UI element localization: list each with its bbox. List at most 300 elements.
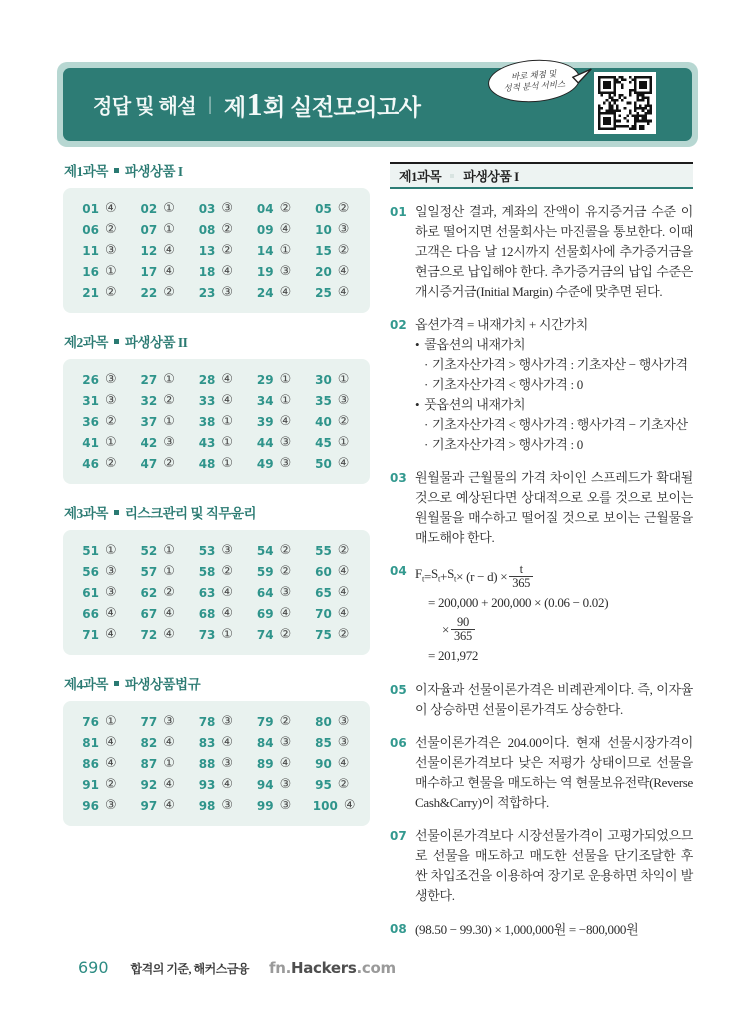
sub-bullet-line	[415, 355, 693, 375]
answer-cell	[129, 391, 187, 410]
answer-number: 63	[198, 585, 216, 600]
bubble-line-2: 성적 분석 서비스	[503, 78, 566, 94]
answer-number: 43	[198, 435, 216, 450]
answer-choice: ②	[337, 414, 350, 429]
answer-choice: ④	[163, 627, 175, 642]
answer-choice: ②	[105, 456, 117, 471]
answer-choice: ②	[105, 414, 117, 429]
answer-cell	[246, 370, 304, 389]
bullet-text: 콜옵션의 내재가치	[424, 337, 526, 352]
answer-cell	[246, 754, 304, 773]
answer-number: 02	[140, 201, 158, 216]
page-title	[63, 85, 421, 122]
answer-cell	[71, 262, 129, 281]
answer-number: 65	[315, 585, 332, 600]
answer-cell	[304, 583, 362, 602]
answer-choice: ③	[337, 222, 350, 237]
explanation-column	[390, 162, 693, 941]
answer-cell	[71, 370, 129, 389]
answer-number: 41	[82, 435, 99, 450]
answer-choice: ①	[163, 372, 175, 387]
answer-cell	[187, 262, 245, 281]
answer-number: 25	[315, 285, 332, 300]
answer-choice: ④	[163, 606, 175, 621]
answer-choice: ①	[105, 714, 117, 729]
answer-cell	[304, 391, 362, 410]
paragraph-line: 선물이론가격보다 시장선물가격이 고평가되었으므로 선물을 매도하고 매도한 선물을 단기조달한 후 싼 차입조건을 이용하여 장기로 운용하면 차익이 발생한다.	[415, 828, 693, 903]
answer-choice: ③	[221, 714, 234, 729]
answer-section-title	[64, 673, 370, 693]
fraction-denominator: 365	[451, 629, 475, 643]
header-banner-inner	[63, 68, 692, 141]
answer-cell	[129, 562, 187, 581]
answer-number: 18	[198, 264, 216, 279]
formula-text: = 200,000 + 200,000 × (0.06 − 0.02)	[428, 595, 609, 610]
answer-choice: ④	[337, 285, 350, 300]
answer-cell	[246, 604, 304, 623]
answer-number: 93	[198, 777, 216, 792]
answer-grid	[63, 188, 370, 313]
answer-cell	[304, 454, 362, 473]
answer-number: 16	[82, 264, 99, 279]
answer-cell	[304, 370, 362, 389]
answer-cell	[129, 220, 187, 239]
answer-number: 60	[315, 564, 332, 579]
answer-section-name: 리스크관리 및 직무윤리	[124, 506, 257, 521]
answer-cell	[246, 562, 304, 581]
answer-cell	[71, 604, 129, 623]
answer-cell	[71, 712, 129, 731]
answer-cell	[71, 562, 129, 581]
answer-choice: ④	[221, 264, 234, 279]
answer-cell	[246, 454, 304, 473]
answer-cell	[304, 199, 362, 218]
answer-number: 90	[315, 756, 332, 771]
answer-number: 34	[256, 393, 274, 408]
answer-choice: ①	[279, 243, 292, 258]
answer-cell	[187, 454, 245, 473]
answer-number: 82	[140, 735, 158, 750]
answer-cell	[129, 199, 187, 218]
answer-cell	[246, 283, 304, 302]
bubble-tail-icon	[571, 66, 594, 85]
answer-number: 05	[315, 201, 332, 216]
answer-choice: ④	[343, 798, 356, 813]
answer-choice: ②	[105, 222, 117, 237]
answer-number: 66	[82, 606, 99, 621]
answer-column	[63, 160, 370, 844]
answer-number: 84	[256, 735, 274, 750]
answer-cell	[304, 733, 362, 752]
answer-choice: ①	[337, 372, 350, 387]
answer-number: 11	[82, 243, 99, 258]
formula-text: ×	[442, 621, 450, 637]
answer-number: 20	[315, 264, 332, 279]
answer-number: 98	[198, 798, 216, 813]
answer-choice: ③	[163, 714, 175, 729]
answer-choice: ②	[279, 627, 292, 642]
answer-choice: ②	[279, 564, 292, 579]
answer-cell	[129, 454, 187, 473]
answer-choice: ①	[163, 414, 175, 429]
formula-line	[415, 614, 693, 645]
answer-cell	[187, 562, 245, 581]
answer-choice: ②	[221, 564, 234, 579]
answer-choice: ③	[105, 564, 117, 579]
answer-choice: ②	[163, 285, 175, 300]
fraction	[509, 563, 533, 590]
answer-choice: ④	[337, 606, 350, 621]
answer-cell	[187, 199, 245, 218]
answer-cell	[246, 241, 304, 260]
answer-number: 56	[82, 564, 99, 579]
answer-cell	[71, 454, 129, 473]
answer-choice: ④	[163, 264, 175, 279]
answer-cell	[71, 733, 129, 752]
answer-number: 08	[198, 222, 216, 237]
answer-choice: ①	[163, 564, 175, 579]
variable-subscript: $F_t$	[415, 566, 424, 584]
answer-number: 15	[315, 243, 332, 258]
answer-cell	[187, 391, 245, 410]
answer-cell	[129, 583, 187, 602]
answer-choice: ④	[163, 735, 175, 750]
answer-number: 30	[315, 372, 332, 387]
answer-number: 01	[82, 201, 99, 216]
answer-cell	[304, 775, 362, 794]
formula-line	[415, 919, 693, 941]
answer-choice: ④	[163, 243, 175, 258]
answer-choice: ④	[163, 777, 175, 792]
answer-cell	[187, 412, 245, 431]
question-number: 02	[390, 318, 407, 332]
answer-choice: ④	[337, 456, 350, 471]
answer-number: 46	[82, 456, 99, 471]
answer-choice: ④	[337, 585, 350, 600]
answer-number: 53	[198, 543, 216, 558]
answer-number: 69	[256, 606, 274, 621]
answer-cell	[246, 262, 304, 281]
answer-choice: ④	[221, 777, 234, 792]
answer-number: 100	[312, 798, 338, 813]
formula-text: (98.50 − 99.30) × 1,000,000원 = −800,000원	[415, 922, 639, 937]
answer-number: 51	[82, 543, 99, 558]
answer-number: 92	[140, 777, 158, 792]
answer-cell	[246, 391, 304, 410]
answer-number: 35	[315, 393, 332, 408]
answer-choice: ③	[337, 735, 350, 750]
answer-choice: ③	[221, 798, 234, 813]
answer-cell	[71, 412, 129, 431]
answer-choice: ③	[337, 393, 350, 408]
answer-cell	[187, 583, 245, 602]
answer-choice: ④	[221, 585, 234, 600]
answer-choice: ②	[279, 714, 292, 729]
answer-number: 75	[315, 627, 332, 642]
fraction-numerator: 90	[457, 615, 469, 629]
title-bullet-icon	[114, 681, 119, 686]
sub-bullet-text: 기초자산가격 > 행사가격 : 기초자산 − 행사가격	[432, 357, 688, 372]
answer-choice: ④	[279, 606, 292, 621]
question-number: 08	[390, 922, 407, 936]
answer-cell	[187, 796, 245, 815]
answer-choice: ③	[279, 585, 292, 600]
bullet-line	[415, 395, 693, 415]
answer-cell	[304, 283, 362, 302]
answer-number: 13	[198, 243, 216, 258]
bullet-dot-icon: •	[415, 337, 420, 352]
answer-choice: ①	[105, 435, 117, 450]
answer-cell	[71, 220, 129, 239]
answer-cell	[129, 775, 187, 794]
answer-choice: ③	[105, 585, 117, 600]
answer-cell	[129, 412, 187, 431]
middle-dot-icon: ·	[424, 377, 429, 392]
answer-section-title	[64, 160, 370, 180]
paragraph-line: 이자율과 선물이론가격은 비례관계이다. 즉, 이자율이 상승하면 선물이론가격도 상승한다.	[415, 682, 693, 717]
answer-choice: ①	[105, 264, 117, 279]
answer-cell	[304, 412, 362, 431]
answer-choice: ④	[163, 798, 175, 813]
answer-grid	[63, 530, 370, 655]
answer-number: 91	[82, 777, 99, 792]
bullet-text: 풋옵션의 내재가치	[424, 397, 526, 412]
answer-choice: ④	[105, 627, 117, 642]
answer-cell	[187, 220, 245, 239]
answer-section-subject: 제3과목	[64, 506, 108, 521]
answer-choice: ①	[221, 627, 234, 642]
answer-number: 49	[256, 456, 274, 471]
formula-line	[415, 645, 693, 667]
answer-number: 54	[256, 543, 274, 558]
answer-number: 70	[315, 606, 332, 621]
answer-choice: ③	[279, 264, 292, 279]
answer-number: 97	[140, 798, 158, 813]
answer-number: 22	[140, 285, 158, 300]
middle-dot-icon: ·	[424, 357, 429, 372]
answer-choice: ③	[221, 756, 234, 771]
explanation-item	[390, 561, 693, 667]
question-number: 03	[390, 471, 407, 485]
answer-cell	[246, 412, 304, 431]
paragraph-line: 원월물과 근월물의 가격 차이인 스프레드가 확대될 것으로 예상된다면 상대적으로 오를 것으로 보이는 원월물을 매수하고 떨어질 것으로 보이는 근월물을 매도해야 한다.	[415, 470, 693, 545]
answer-cell	[129, 604, 187, 623]
answer-number: 74	[256, 627, 274, 642]
answer-choice: ①	[221, 435, 234, 450]
question-body	[415, 561, 693, 667]
answer-number: 21	[82, 285, 99, 300]
answer-number: 58	[198, 564, 216, 579]
answer-cell	[129, 433, 187, 452]
answer-number: 67	[140, 606, 158, 621]
answer-cell	[304, 796, 362, 815]
answer-cell	[129, 625, 187, 644]
answer-choice: ④	[105, 606, 117, 621]
answer-number: 64	[256, 585, 274, 600]
answer-number: 79	[256, 714, 274, 729]
fraction-denominator: 365	[509, 576, 533, 590]
question-number: 04	[390, 564, 407, 578]
answer-cell	[71, 283, 129, 302]
answer-number: 24	[256, 285, 274, 300]
answer-cell	[129, 283, 187, 302]
answer-cell	[187, 370, 245, 389]
answer-cell	[129, 712, 187, 731]
answer-choice: ④	[279, 414, 292, 429]
answer-section-title	[64, 331, 370, 351]
answer-choice: ②	[337, 543, 350, 558]
answer-cell	[129, 796, 187, 815]
paragraph-line: 선물이론가격은 204.00이다. 현재 선물시장가격이 선물이론가격보다 낮은 저평가 상태이므로 선물을 매수하고 현물을 매도하는 역 현물보유전략(Reverse Cash&Carry)이 적합하다.	[415, 735, 693, 810]
variable-subscript: $S_t$	[447, 566, 457, 584]
answer-number: 12	[140, 243, 158, 258]
answer-choice: ①	[221, 414, 234, 429]
sub-bullet-text: 기초자산가격 < 행사가격 : 0	[432, 377, 583, 392]
answer-number: 27	[140, 372, 158, 387]
page-number: 690	[78, 958, 109, 977]
answer-choice: ④	[105, 201, 117, 216]
answer-choice: ④	[221, 735, 234, 750]
answer-number: 06	[82, 222, 99, 237]
answer-grid	[63, 359, 370, 484]
formula-line	[415, 592, 693, 614]
answer-number: 86	[82, 756, 99, 771]
answer-choice: ③	[163, 435, 175, 450]
answer-choice: ②	[221, 243, 234, 258]
answer-number: 55	[315, 543, 332, 558]
explanation-header	[390, 162, 693, 189]
answer-number: 19	[256, 264, 274, 279]
answer-choice: ①	[279, 393, 292, 408]
answer-cell	[304, 433, 362, 452]
variable-subscript: $S_t$	[431, 566, 441, 584]
answer-section	[63, 331, 370, 484]
answer-choice: ④	[337, 564, 350, 579]
header-divider: |	[208, 93, 212, 115]
answer-choice: ②	[163, 585, 175, 600]
answer-choice: ①	[163, 201, 175, 216]
answer-number: 37	[140, 414, 158, 429]
answer-cell	[246, 733, 304, 752]
paragraph-line: 일일정산 결과, 계좌의 잔액이 유지증거금 수준 이하로 떨어지면 선물회사는 마진콜을 통보한다. 이때 고객은 다음 날 12시까지 선물회사에 추가증거금을 현금으로 납입해야 한다. 추가증거금의 납입 수준은 개시증거금(Initial Margin) 수준에 맞추면 된다.	[415, 204, 693, 299]
answer-number: 99	[256, 798, 274, 813]
answer-cell	[129, 733, 187, 752]
answer-choice: ③	[221, 285, 234, 300]
answer-number: 29	[256, 372, 274, 387]
answer-number: 61	[82, 585, 99, 600]
explanation-item	[390, 826, 693, 906]
answer-choice: ①	[163, 222, 175, 237]
explanation-item	[390, 919, 693, 941]
question-number: 06	[390, 736, 407, 750]
answer-cell	[246, 541, 304, 560]
fraction	[451, 616, 475, 643]
answer-section-subject: 제4과목	[64, 677, 108, 692]
answer-number: 96	[82, 798, 99, 813]
question-body	[415, 680, 693, 720]
question-body	[415, 315, 693, 455]
answer-choice: ④	[337, 756, 350, 771]
bubble-line-1: 바로 채점 및	[510, 68, 557, 82]
sub-bullet-text: 기초자산가격 < 행사가격 : 행사가격 − 기초자산	[432, 417, 688, 432]
answer-number: 89	[256, 756, 274, 771]
answer-cell	[187, 241, 245, 260]
answer-section-subject: 제2과목	[64, 335, 108, 350]
sub-bullet-line	[415, 415, 693, 435]
formula-line	[415, 561, 693, 592]
answer-cell	[246, 712, 304, 731]
answer-cell	[187, 775, 245, 794]
answer-section	[63, 160, 370, 313]
answer-cell	[304, 625, 362, 644]
answer-choice: ②	[105, 777, 117, 792]
answer-number: 72	[140, 627, 158, 642]
middle-dot-icon: ·	[424, 417, 429, 432]
answer-number: 85	[315, 735, 332, 750]
question-body	[415, 919, 693, 941]
answer-cell	[187, 283, 245, 302]
answer-cell	[187, 754, 245, 773]
question-body	[415, 202, 693, 302]
footer	[78, 958, 396, 977]
answer-cell	[71, 199, 129, 218]
formula-text: × (r − d) ×	[456, 568, 508, 584]
question-body	[415, 826, 693, 906]
answer-choice: ③	[279, 777, 292, 792]
answer-number: 39	[256, 414, 274, 429]
answer-number: 87	[140, 756, 158, 771]
answer-number: 17	[140, 264, 158, 279]
question-number: 01	[390, 205, 407, 219]
answer-choice: ②	[221, 222, 234, 237]
answer-number: 88	[198, 756, 216, 771]
answer-number: 03	[198, 201, 216, 216]
subject-bullet-icon	[450, 174, 454, 178]
fraction-numerator: t	[519, 562, 523, 576]
header-banner	[57, 62, 698, 147]
answer-cell	[71, 391, 129, 410]
answer-cell	[129, 754, 187, 773]
answer-choice: ④	[279, 756, 292, 771]
answer-number: 26	[82, 372, 99, 387]
answer-number: 95	[315, 777, 332, 792]
answer-number: 38	[198, 414, 216, 429]
footer-slogan: 합격의 기준, 해커스금융	[130, 962, 249, 976]
answer-choice: ③	[279, 735, 292, 750]
answer-cell	[187, 541, 245, 560]
qr-callout-bubble	[487, 57, 582, 105]
answer-number: 31	[82, 393, 99, 408]
answer-cell	[129, 241, 187, 260]
answer-section-name: 파생상품법규	[124, 677, 201, 692]
answer-number: 48	[198, 456, 216, 471]
answer-number: 23	[198, 285, 216, 300]
answer-choice: ①	[337, 435, 350, 450]
answer-cell	[304, 241, 362, 260]
answer-cell	[246, 796, 304, 815]
title-bullet-icon	[114, 168, 119, 173]
bullet-dot-icon: •	[415, 397, 420, 412]
answer-cell	[246, 199, 304, 218]
answer-number: 94	[256, 777, 274, 792]
answer-choice: ④	[105, 756, 117, 771]
answer-choice: ②	[105, 285, 117, 300]
answer-number: 40	[315, 414, 332, 429]
explanation-items	[390, 202, 693, 941]
answer-number: 71	[82, 627, 99, 642]
exam-round-number: 1	[246, 85, 263, 122]
answer-number: 68	[198, 606, 216, 621]
